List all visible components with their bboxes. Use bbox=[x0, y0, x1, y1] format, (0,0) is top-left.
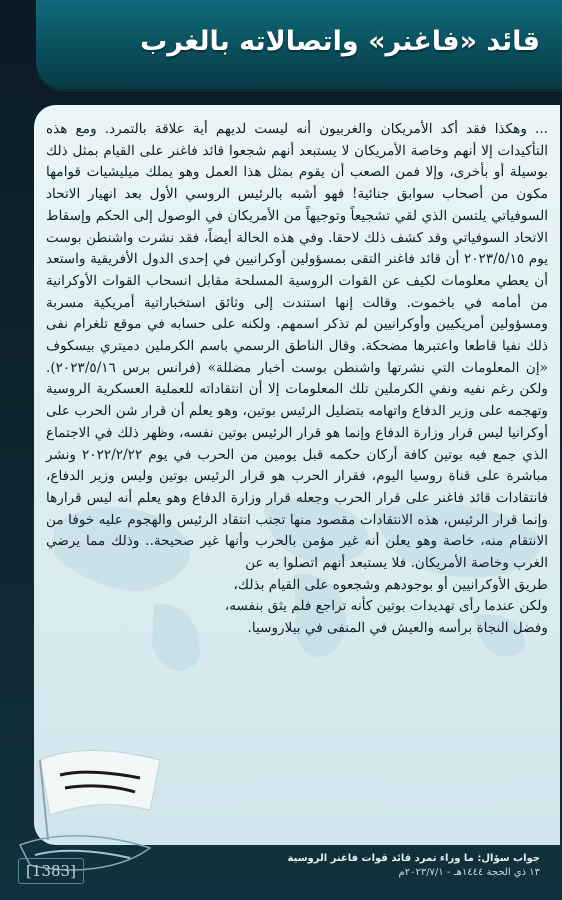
page-title: قائد «فاغنر» واتصالاته بالغرب bbox=[140, 26, 540, 57]
article-body bbox=[46, 119, 548, 640]
source-title: جواب سؤال: ما وراء تمرد قائد قوات فاغنر الروسية bbox=[287, 853, 540, 864]
article-tail-line-2: ولكن عندما رأى تهديدات بوتين كأنه تراجع فلم يثق بنفسه، bbox=[224, 598, 548, 615]
article-panel bbox=[34, 105, 560, 845]
header-banner bbox=[36, 0, 562, 92]
article-tail-line-3: وفضل النجاة برأسه والعيش في المنفى في بيلاروسيا. bbox=[247, 620, 548, 637]
source-caption bbox=[220, 852, 540, 880]
issue-number-badge: [1383] bbox=[18, 858, 84, 884]
article-paragraph: ... وهكذا فقد أكد الأمريكان والغربيون أنه ليست لديهم أية علاقة بالتمرد. ومع هذه التأكيدات إلا أنهم وخاصة الأمريكان لا يستبعد أنهم شجعوا قائد فاغنر على القيام بمثل ذلك بوسيلة أو بأخرى، وإلا فمن الصعب أن يقوم بمثل هذا العمل وهو يملك ميليشيات قوامها مكون من أصحاب سوابق جنائية! فهو أشبه بالرئيس الروسي الأول بعد انهيار الاتحاد السوفياتي يلتسن الذي لقي تشجيعاً وتوجيهاً من الأمريكان في الوصول إلى الحكم وإسقاط الاتحاد السوفياتي وقد كشف ذلك لاحقا. وفي هذه الحالة أيضاً، فقد نشرت واشنطن بوست يوم ٢٠٢٣/٥/١٥ أن قائد فاغنر التقى بمسؤولين أوكرانيين في إحدى الدول الأفريقية واستعد أن يعطي معلومات لكيف عن القوات الروسية المسلحة مقابل انسحاب القوات الأوكرانية من أمامه في باخموت. وقالت إنها استندت إلى وثائق استخباراتية أمريكية مسربة ومسؤولين أمريكيين وأوكرانيين لم تذكر اسمهم. ولكنه على حسابه في موقع تلغرام نفى ذلك نفيا قاطعا واعتبرها مضحكة. وقال الناطق الرسمي باسم الكرملين دميتري بيسكوف «إن المعلومات التي نشرتها واشنطن بوست أخبار مضللة» (فرانس برس ٢٠٢٣/٥/١٦). ولكن رغم نفيه ونفي الكرملين تلك المعلومات إلا أن انتقاداته للعملية العسكرية الروسية وتهجمه على وزير الدفاع واتهامه بتضليل الرئيس بوتين، وهو يعلم أن قرار شن الحرب على أوكرانيا ليس قرار وزارة الدفاع وإنما هو قرار الرئيس بوتين نفسه، وظهر ذلك في الاجتماع الذي جمع فيه بوتين كافة أركان حكمه قبل يومين من الحرب في يوم ٢٠٢٢/٢/٢٢ ونشر مباشرة على قناة روسيا اليوم، فقرار الحرب هو قرار الرئيس بوتين وليس وزير الدفاع، فانتقادات قائد فاغنر على قرار الحرب وجعله قرار وزارة الدفاع وهو يعلم أنه ليس قرارها وإنما قرار الرئيس، هذه الانتقادات مقصود منها تجنب انتقاد الرئيس والهجوم عليه خوفا من الانتقام منه، خاصة وهو يعلن أنه غير مؤمن بالحرب وأنها غير صحيحة.. وذلك مما يرضي الغرب وخاصة الأمريكان. فلا يستبعد أنهم اتصلوا به عن bbox=[46, 121, 549, 572]
source-date: ١٣ ذي الحجة ١٤٤٤هـ - ٢٠٢٣/٧/١م bbox=[398, 867, 540, 878]
article-tail-line-1: طريق الأوكرانيين أو بوجودهم وشجعوه على القيام بذلك، bbox=[233, 576, 548, 593]
